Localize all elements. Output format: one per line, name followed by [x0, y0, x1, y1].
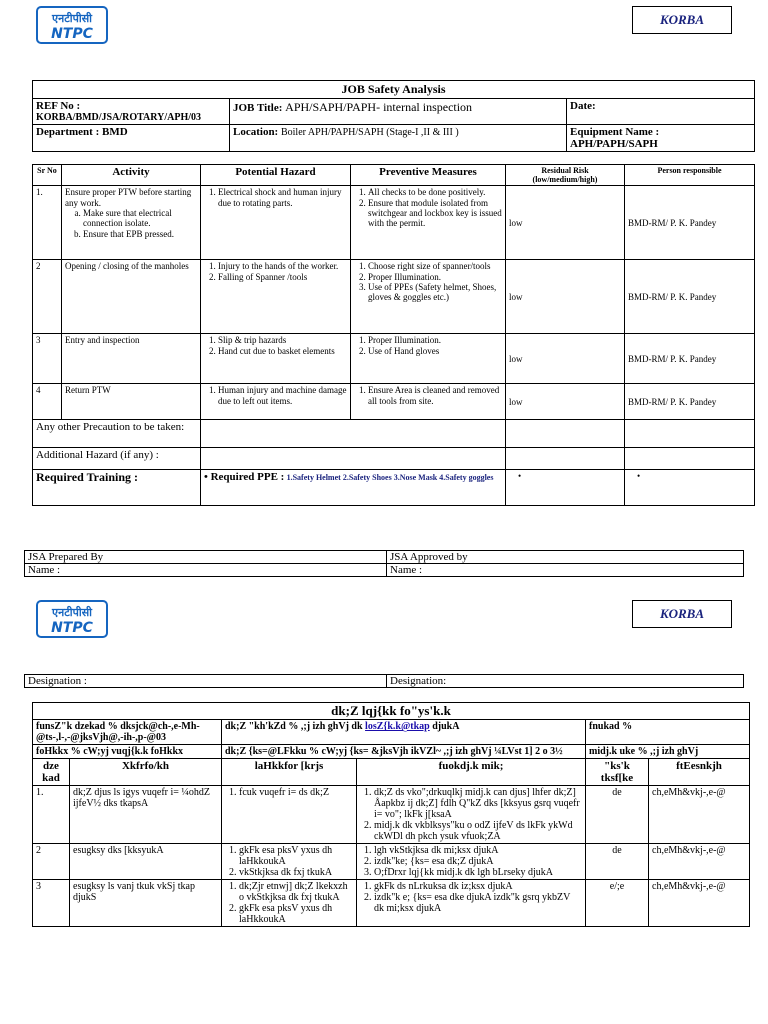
jsa-activity-table [32, 164, 755, 506]
svg-text:एनटीपीसी: एनटीपीसी [52, 606, 92, 619]
col-hazard: Potential Hazard [201, 165, 351, 186]
svg-text:NTPC: NTPC [51, 620, 93, 636]
activity-cell: Return PTW [62, 384, 201, 420]
hazard-cell [201, 384, 351, 420]
risk-cell: low [506, 384, 625, 420]
location-cell [230, 125, 567, 152]
ppe-value: 1.Safety Helmet 2.Safety Shoes 3.Nose Mask 4.Safety goggles [286, 473, 494, 483]
hazard-item: 1. Human injury and machine damage due to left out items. [218, 385, 347, 406]
training-label: Required Training : [33, 470, 201, 506]
signature-table [24, 550, 744, 577]
person-cell: BMD-RM/ P. K. Pandey [625, 334, 755, 384]
other-precaution-label: Any other Precaution to be taken: [33, 420, 201, 448]
hazard-cell [201, 334, 351, 384]
sr-cell: 3 [33, 880, 70, 927]
designation-right: Designation: [387, 675, 744, 688]
hazard-item: 2. Falling of Spanner /tools [218, 272, 347, 282]
page-title: JOB Safety Analysis [33, 81, 755, 99]
equipment-value: APH/PAPH/SAPH [570, 138, 658, 150]
activity-cell [62, 186, 201, 260]
ntpc-logo [36, 600, 108, 638]
risk-cell: de [586, 844, 649, 880]
hindi-job-link[interactable]: losZ{k.k@tkap [365, 721, 430, 733]
hindi-date: fnukad % [586, 720, 750, 745]
activity-subitem: b. Ensure that EPB pressed. [83, 229, 197, 239]
ppe-cell: • Required PPE : 1.Safety Helmet 2.Safety Shoes 3.Nose Mask 4.Safety goggles [201, 470, 506, 506]
table-row [33, 880, 750, 927]
hindi-location: dk;Z {ks=@LFkku % cW;yj {ks= &jksVjh ikVZl~ ,;j izh ghVj ¼LVst 1] 2 o 3½ [222, 745, 586, 759]
site-box: KORBA [632, 6, 732, 34]
hindi-col: ftEesnkjh [649, 759, 750, 786]
hindi-col: Xkfrfo/kh [70, 759, 222, 786]
table-row [33, 186, 755, 260]
designation-left: Designation : [25, 675, 387, 688]
additional-hazard-label: Additional Hazard (if any) : [33, 448, 201, 470]
hazard-item: 2. gkFk esa pksV yxus dh laHkkoukA [239, 903, 353, 925]
activity-subitem: a. Make sure that electrical connection isolate. [83, 208, 197, 229]
activity-text: Ensure proper PTW before starting any work. [65, 187, 192, 208]
col-person: Person responsible [625, 165, 755, 186]
sr-cell: 2 [33, 260, 62, 334]
ref-label: REF No : [36, 100, 81, 112]
department-cell: Department : BMD [33, 125, 230, 152]
prepared-by-label: JSA Prepared By [25, 551, 387, 564]
approved-name-field: Name : [387, 564, 744, 577]
jsa-header-table [32, 80, 755, 152]
measure-item: 1. gkFk ds nLrkuksa dk iz;ksx djukA [374, 881, 582, 892]
measure-item: 1. lgh vkStkjksa dk mi;ksx djukA [374, 845, 582, 856]
measures-cell [357, 786, 586, 844]
ntpc-logo-icon [36, 6, 108, 44]
svg-text:NTPC: NTPC [51, 26, 93, 42]
job-title-value: APH/SAPH/PAPH- internal inspection [285, 100, 473, 114]
svg-text:एनटीपीसी: एनटीपीसी [52, 12, 92, 25]
activity-cell: dk;Z djus ls igys vuqefr i= ¼ohdZ ijfeV½ dks tkapsA [70, 786, 222, 844]
activity-cell: Entry and inspection [62, 334, 201, 384]
hazard-item: 1. dk;Zjr etnwj] dk;Z lkekxzh o vkStkjksa dk fxj tkukA [239, 881, 353, 903]
hazard-cell [201, 186, 351, 260]
col-activity: Activity [62, 165, 201, 186]
hazard-item: 2. Hand cut due to basket elements [218, 346, 347, 356]
hindi-col: fuokdj.k mik; [357, 759, 586, 786]
table-row [33, 334, 755, 384]
hazard-cell [222, 880, 357, 927]
table-row [33, 786, 750, 844]
hindi-col: "ks'k tksf[ke [586, 759, 649, 786]
col-risk: Residual Risk (low/medium/high) [506, 165, 625, 186]
hindi-job-text: dk;Z "kh'kZd % ,;j izh ghVj dk [225, 721, 363, 733]
sr-cell: 2 [33, 844, 70, 880]
ref-cell [33, 99, 230, 125]
hazard-item: 1. fcuk vuqefr i= ds dk;Z [239, 787, 353, 798]
person-cell: ch,eMh&vkj-,e-@ [649, 844, 750, 880]
measure-item: 3. O;fDrxr lqj{kk midj.k dk lgh bLrseky djukA [374, 867, 582, 878]
equipment-label: Equipment Name : [570, 126, 660, 138]
hindi-job-tail: djukA [432, 721, 460, 733]
hindi-dept: foHkkx % cW;yj vuqj{k.k foHkkx [33, 745, 222, 759]
measure-item: 1. Ensure Area is cleaned and removed all tools from site. [368, 385, 502, 406]
hazard-item: 1. gkFk esa pksV yxus dh laHkkoukA [239, 845, 353, 867]
measure-item: 2. Ensure that module isolated from switchgear and lockbox key is issued with the permit. [368, 198, 502, 229]
measure-item: 1. Choose right size of spanner/tools [368, 261, 502, 271]
prepared-name-field: Name : [25, 564, 387, 577]
hazard-item: 2. vkStkjksa dk fxj tkukA [239, 867, 353, 878]
measures-cell [351, 260, 506, 334]
location-value: Boiler APH/PAPH/SAPH (Stage-I ,II & III ) [280, 127, 459, 138]
measures-cell [357, 844, 586, 880]
ntpc-logo-icon [36, 600, 108, 638]
person-cell: ch,eMh&vkj-,e-@ [649, 880, 750, 927]
table-row [33, 384, 755, 420]
sr-cell: 3 [33, 334, 62, 384]
measure-item: 2. izdk"ke; {ks= esa dk;Z djukA [374, 856, 582, 867]
activity-cell: esugksy ls vanj tkuk vkSj tkap djukS [70, 880, 222, 927]
measure-item: 3. Use of PPEs (Safety helmet, Shoes, gloves & goggles etc.) [368, 282, 502, 303]
measures-cell [351, 334, 506, 384]
hindi-job [222, 720, 586, 745]
table-row [33, 844, 750, 880]
risk-cell: low [506, 186, 625, 260]
hazard-item: 1. Electrical shock and human injury due to rotating parts. [218, 187, 347, 208]
approved-by-label: JSA Approved by [387, 551, 744, 564]
col-sr: Sr No [33, 165, 62, 186]
measure-item: 2. midj.k dk vkblksys"ku o odZ ijfeV ds lkFk ykWd ckWDl dh pkch ysuk vfuok;ZA [374, 820, 582, 842]
sr-cell: 4 [33, 384, 62, 420]
hindi-col: dze kad [33, 759, 70, 786]
hazard-item: 1. Injury to the hands of the worker. [218, 261, 347, 271]
hazard-cell [222, 786, 357, 844]
activity-cell: Opening / closing of the manholes [62, 260, 201, 334]
measure-item: 1. All checks to be done positively. [368, 187, 502, 197]
sr-cell: 1. [33, 786, 70, 844]
measures-cell [351, 384, 506, 420]
hazard-cell [201, 260, 351, 334]
ntpc-logo [36, 6, 108, 44]
hazard-item: 1. Slip & trip hazards [218, 335, 347, 345]
table-row [33, 260, 755, 334]
bullet: • [625, 470, 755, 506]
hindi-col: laHkkfor [krjs [222, 759, 357, 786]
measure-item: 2. Use of Hand gloves [368, 346, 502, 356]
measure-item: 2. Proper Illumination. [368, 272, 502, 282]
ppe-label: Required PPE : [210, 471, 285, 484]
person-cell: BMD-RM/ P. K. Pandey [625, 186, 755, 260]
measures-cell [357, 880, 586, 927]
person-cell: BMD-RM/ P. K. Pandey [625, 260, 755, 334]
job-title-cell [230, 99, 567, 125]
site-box: KORBA [632, 600, 732, 628]
measure-item: 2. izdk"k e; {ks= esa dke djukA izdk"k gsrq ykbZV dk mi;ksx djukA [374, 892, 582, 914]
col-measures: Preventive Measures [351, 165, 506, 186]
hazard-cell [222, 844, 357, 880]
measures-cell [351, 186, 506, 260]
risk-cell: e/;e [586, 880, 649, 927]
person-cell: ch,eMh&vkj-,e-@ [649, 786, 750, 844]
bullet: • [506, 470, 625, 506]
ref-value: KORBA/BMD/JSA/ROTARY/APH/03 [36, 112, 202, 123]
hindi-ref: funsZ"k dzekad % dksjck@ch-,e-Mh-@ts-,l-,-@jksVjh@,-ih-,p-@03 [33, 720, 222, 745]
hindi-title: dk;Z lqj{kk fo"ys'k.k [33, 703, 750, 720]
hindi-jsa-table [32, 702, 750, 927]
location-label: Location: [233, 126, 279, 138]
job-title-label: JOB Title: [233, 102, 283, 114]
activity-cell: esugksy dks [kksyukA [70, 844, 222, 880]
risk-cell: low [506, 260, 625, 334]
risk-cell: low [506, 334, 625, 384]
equipment-cell [567, 125, 755, 152]
person-cell: BMD-RM/ P. K. Pandey [625, 384, 755, 420]
measure-item: 1. Proper Illumination. [368, 335, 502, 345]
hindi-equipment: midj.k uke % ,;j izh ghVj [586, 745, 750, 759]
risk-cell: de [586, 786, 649, 844]
sr-cell: 1. [33, 186, 62, 260]
measure-item: 1. dk;Z ds vko";drkuqlkj midj.k can djus] lhfer dk;Z] Åapkbz ij dk;Z] fdlh Q"kZ dks [kksyus gsrq vuqefr i= vo"; lkFk j[ksaA [374, 787, 582, 820]
designation-table [24, 674, 744, 688]
date-cell: Date: [567, 99, 755, 125]
